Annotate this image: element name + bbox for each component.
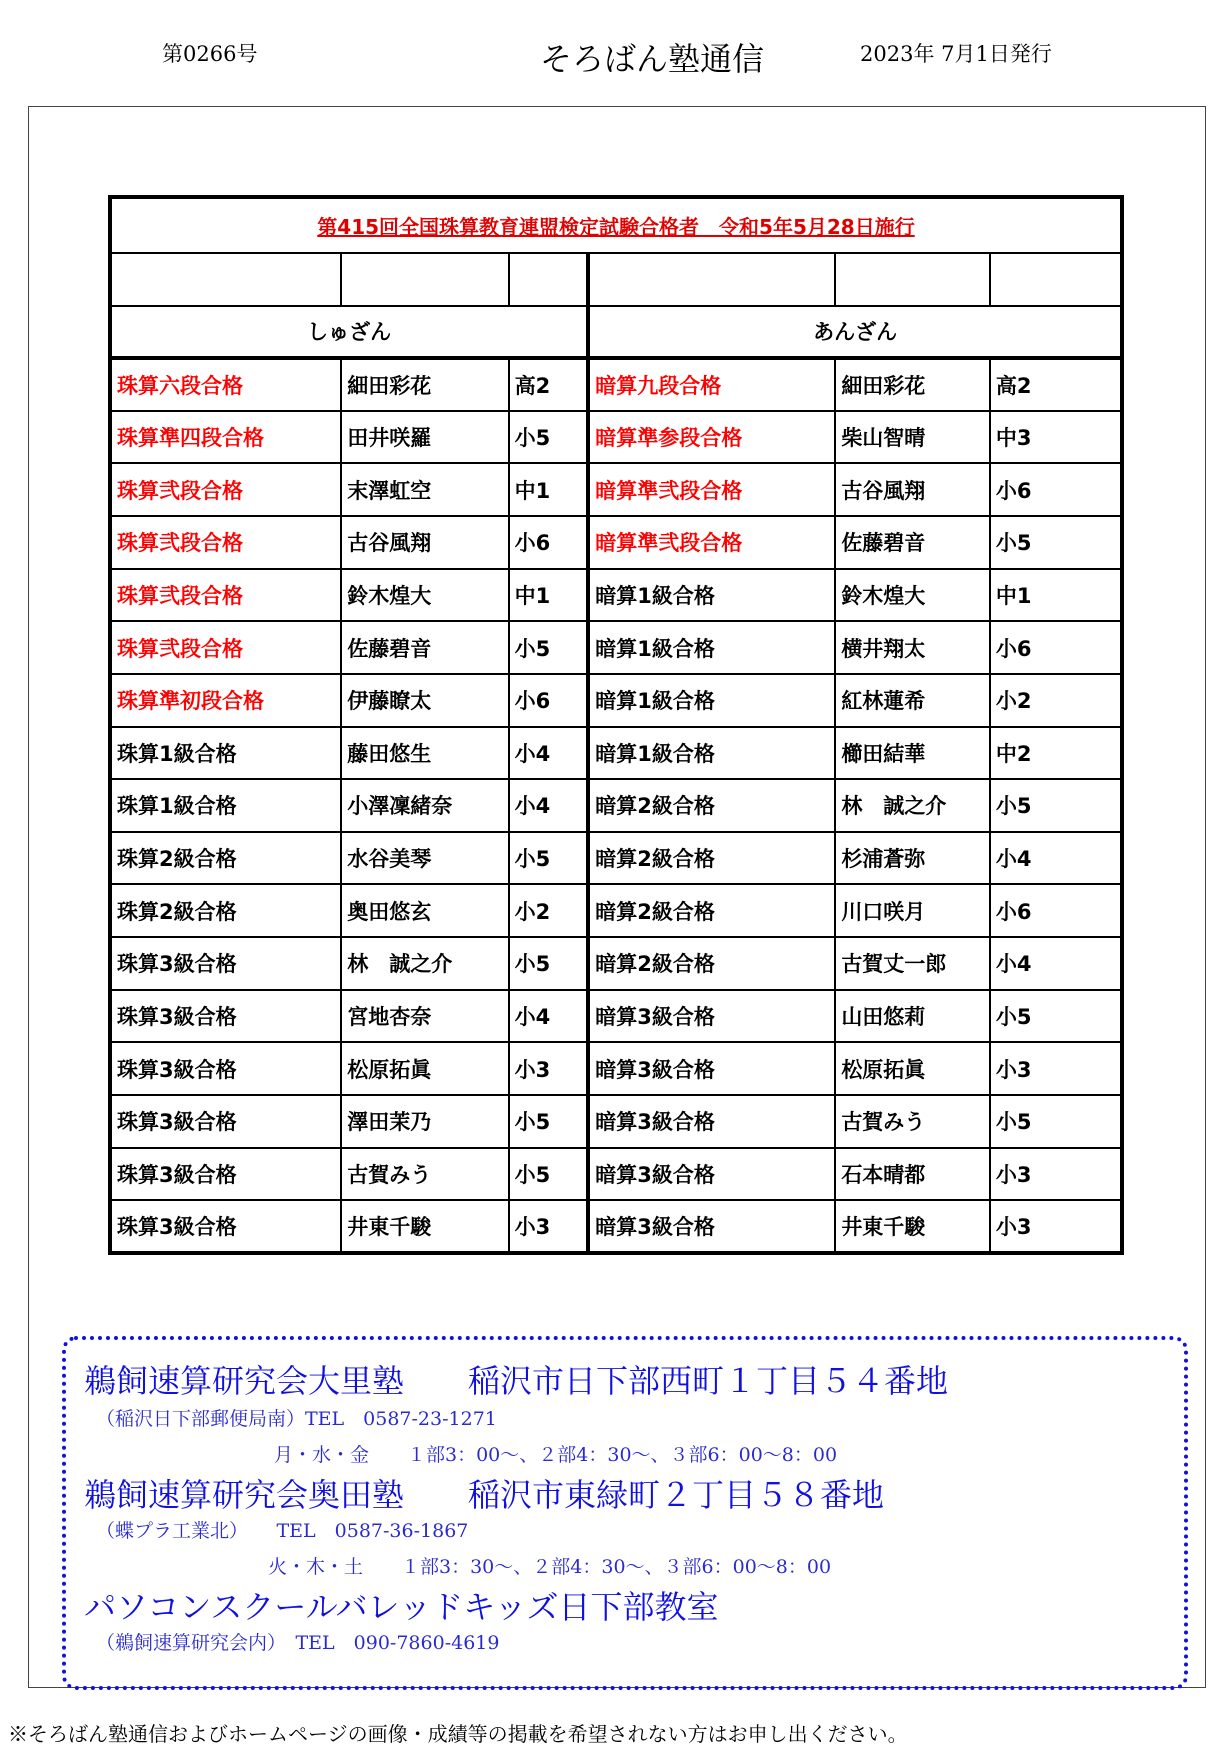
anzan-school-year: 小3	[990, 1200, 1122, 1253]
anzan-name: 柴山智晴	[835, 411, 990, 464]
table-row	[110, 832, 1122, 885]
shuzan-school-year: 小5	[509, 937, 589, 990]
anzan-grade: 暗算1級合格	[588, 727, 835, 780]
shuzan-grade: 珠算3級合格	[110, 1148, 341, 1201]
footer-note: ※そろばん塾通信およびホームページの画像・成績等の掲載を希望されない方はお申し出ください。	[8, 1722, 908, 1746]
shuzan-name: 細田彩花	[341, 358, 508, 411]
anzan-name: 細田彩花	[835, 358, 990, 411]
shuzan-grade: 珠算弐段合格	[110, 516, 341, 569]
shuzan-grade: 珠算2級合格	[110, 884, 341, 937]
table-row	[110, 411, 1122, 464]
anzan-grade: 暗算3級合格	[588, 1042, 835, 1095]
anzan-name: 櫛田結華	[835, 727, 990, 780]
table-row	[110, 621, 1122, 674]
anzan-school-year: 中2	[990, 727, 1122, 780]
school3-tel: （鵜飼速算研究会内） TEL 090-7860-4619	[96, 1632, 500, 1654]
shuzan-grade: 珠算弐段合格	[110, 569, 341, 622]
table-row	[110, 937, 1122, 990]
anzan-name: 石本晴都	[835, 1148, 990, 1201]
anzan-grade: 暗算九段合格	[588, 358, 835, 411]
shuzan-name: 伊藤瞭太	[341, 674, 508, 727]
school2-tel: （蝶プラ工業北） TEL 0587-36-1867	[96, 1520, 469, 1542]
table-row	[110, 569, 1122, 622]
anzan-school-year: 小5	[990, 990, 1122, 1043]
shuzan-header: しゅざん	[110, 306, 588, 359]
anzan-grade: 暗算2級合格	[588, 884, 835, 937]
anzan-school-year: 小4	[990, 832, 1122, 885]
anzan-grade: 暗算1級合格	[588, 621, 835, 674]
shuzan-grade: 珠算六段合格	[110, 358, 341, 411]
school2-hours: 火・木・土 １部3：30～、２部4：30～、３部6：00～8：00	[268, 1556, 832, 1578]
anzan-grade: 暗算2級合格	[588, 937, 835, 990]
anzan-grade: 暗算3級合格	[588, 990, 835, 1043]
table-row	[110, 884, 1122, 937]
shuzan-name: 井東千駿	[341, 1200, 508, 1253]
anzan-school-year: 中3	[990, 411, 1122, 464]
issue-date: 2023年 7月1日発行	[860, 42, 1052, 66]
shuzan-name: 宮地杏奈	[341, 990, 508, 1043]
newsletter-title: そろばん塾通信	[540, 40, 765, 78]
anzan-school-year: 小5	[990, 779, 1122, 832]
table-row	[110, 1042, 1122, 1095]
blank-row	[110, 253, 1122, 306]
anzan-name: 松原拓眞	[835, 1042, 990, 1095]
shuzan-grade: 珠算3級合格	[110, 990, 341, 1043]
shuzan-grade: 珠算準初段合格	[110, 674, 341, 727]
anzan-school-year: 小4	[990, 937, 1122, 990]
anzan-header: あんざん	[588, 306, 1122, 359]
anzan-name: 鈴木煌大	[835, 569, 990, 622]
shuzan-grade: 珠算2級合格	[110, 832, 341, 885]
shuzan-school-year: 小3	[509, 1042, 589, 1095]
shuzan-school-year: 小5	[509, 1095, 589, 1148]
table-row	[110, 779, 1122, 832]
school1-hours: 月・水・金 １部3：00～、２部4：30～、３部6：00～8：00	[274, 1444, 838, 1466]
results-table	[108, 195, 1124, 1255]
shuzan-grade: 珠算3級合格	[110, 1200, 341, 1253]
shuzan-school-year: 高2	[509, 358, 589, 411]
anzan-school-year: 小3	[990, 1148, 1122, 1201]
results-caption: 第415回全国珠算教育連盟検定試験合格者 令和5年5月28日施行	[110, 197, 1122, 253]
anzan-name: 古賀丈一郎	[835, 937, 990, 990]
shuzan-name: 田井咲羅	[341, 411, 508, 464]
anzan-school-year: 小3	[990, 1042, 1122, 1095]
anzan-grade: 暗算準弐段合格	[588, 463, 835, 516]
shuzan-grade: 珠算3級合格	[110, 937, 341, 990]
shuzan-grade: 珠算3級合格	[110, 1095, 341, 1148]
table-row	[110, 358, 1122, 411]
table-row	[110, 516, 1122, 569]
shuzan-name: 鈴木煌大	[341, 569, 508, 622]
table-row	[110, 1200, 1122, 1253]
shuzan-grade: 珠算準四段合格	[110, 411, 341, 464]
shuzan-name: 澤田茉乃	[341, 1095, 508, 1148]
shuzan-school-year: 小6	[509, 674, 589, 727]
shuzan-name: 林 誠之介	[341, 937, 508, 990]
shuzan-school-year: 小4	[509, 779, 589, 832]
anzan-name: 古谷風翔	[835, 463, 990, 516]
table-row	[110, 1148, 1122, 1201]
school2-name: 鵜飼速算研究会奥田塾 稲沢市東緑町２丁目５８番地	[84, 1476, 885, 1514]
school1-tel: （稲沢日下部郵便局南）TEL 0587-23-1271	[96, 1408, 497, 1430]
anzan-grade: 暗算2級合格	[588, 832, 835, 885]
school1-name: 鵜飼速算研究会大里塾 稲沢市日下部西町１丁目５４番地	[84, 1362, 949, 1400]
shuzan-school-year: 小4	[509, 990, 589, 1043]
shuzan-grade: 珠算弐段合格	[110, 463, 341, 516]
anzan-school-year: 中1	[990, 569, 1122, 622]
shuzan-name: 藤田悠生	[341, 727, 508, 780]
anzan-school-year: 小5	[990, 1095, 1122, 1148]
anzan-grade: 暗算3級合格	[588, 1200, 835, 1253]
shuzan-school-year: 小2	[509, 884, 589, 937]
anzan-name: 林 誠之介	[835, 779, 990, 832]
anzan-name: 川口咲月	[835, 884, 990, 937]
shuzan-school-year: 中1	[509, 569, 589, 622]
shuzan-school-year: 小5	[509, 411, 589, 464]
contact-box	[62, 1336, 1188, 1690]
table-row	[110, 727, 1122, 780]
shuzan-school-year: 中1	[509, 463, 589, 516]
shuzan-name: 奥田悠玄	[341, 884, 508, 937]
anzan-name: 横井翔太	[835, 621, 990, 674]
table-row	[110, 674, 1122, 727]
shuzan-grade: 珠算1級合格	[110, 779, 341, 832]
table-row	[110, 463, 1122, 516]
table-row	[110, 1095, 1122, 1148]
anzan-school-year: 高2	[990, 358, 1122, 411]
table-row	[110, 990, 1122, 1043]
anzan-grade: 暗算準弐段合格	[588, 516, 835, 569]
school3-name: パソコンスクールバレッドキッズ日下部教室	[84, 1588, 719, 1626]
shuzan-name: 佐藤碧音	[341, 621, 508, 674]
shuzan-name: 古谷風翔	[341, 516, 508, 569]
shuzan-grade: 珠算1級合格	[110, 727, 341, 780]
anzan-school-year: 小6	[990, 463, 1122, 516]
shuzan-school-year: 小5	[509, 1148, 589, 1201]
shuzan-name: 末澤虹空	[341, 463, 508, 516]
shuzan-school-year: 小6	[509, 516, 589, 569]
shuzan-grade: 珠算弐段合格	[110, 621, 341, 674]
anzan-name: 杉浦蒼弥	[835, 832, 990, 885]
anzan-grade: 暗算3級合格	[588, 1095, 835, 1148]
anzan-name: 古賀みう	[835, 1095, 990, 1148]
anzan-grade: 暗算1級合格	[588, 569, 835, 622]
anzan-grade: 暗算1級合格	[588, 674, 835, 727]
shuzan-name: 松原拓眞	[341, 1042, 508, 1095]
shuzan-school-year: 小4	[509, 727, 589, 780]
shuzan-grade: 珠算3級合格	[110, 1042, 341, 1095]
anzan-school-year: 小5	[990, 516, 1122, 569]
anzan-grade: 暗算3級合格	[588, 1148, 835, 1201]
anzan-grade: 暗算2級合格	[588, 779, 835, 832]
anzan-school-year: 小6	[990, 884, 1122, 937]
shuzan-name: 水谷美琴	[341, 832, 508, 885]
anzan-school-year: 小6	[990, 621, 1122, 674]
shuzan-school-year: 小3	[509, 1200, 589, 1253]
anzan-grade: 暗算準参段合格	[588, 411, 835, 464]
anzan-name: 佐藤碧音	[835, 516, 990, 569]
shuzan-school-year: 小5	[509, 621, 589, 674]
shuzan-name: 小澤凜緒奈	[341, 779, 508, 832]
shuzan-school-year: 小5	[509, 832, 589, 885]
anzan-school-year: 小2	[990, 674, 1122, 727]
anzan-name: 山田悠莉	[835, 990, 990, 1043]
shuzan-name: 古賀みう	[341, 1148, 508, 1201]
anzan-name: 井東千駿	[835, 1200, 990, 1253]
anzan-name: 紅林蓮希	[835, 674, 990, 727]
issue-number: 第0266号	[162, 42, 258, 66]
